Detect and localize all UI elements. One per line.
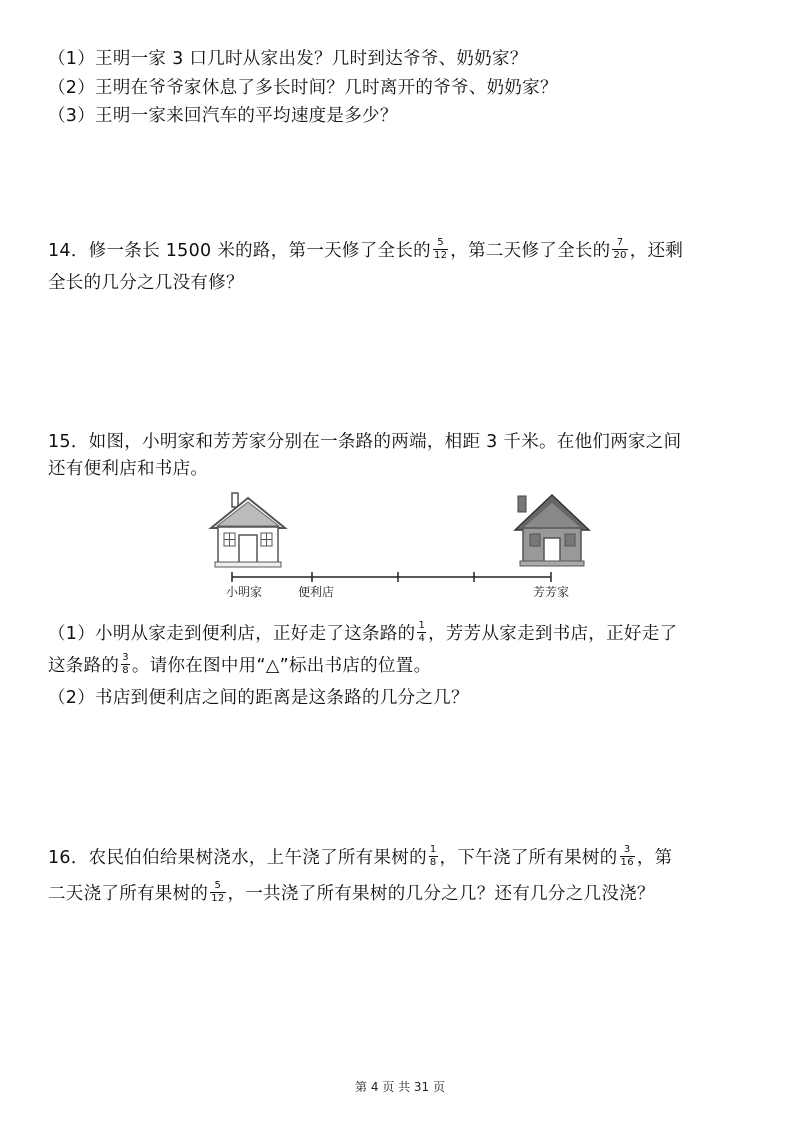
- fraction: [121, 653, 130, 676]
- fangfang-house-icon: [515, 495, 589, 566]
- q15-text: 。请你在图中用“△”标出书店的位置。: [131, 656, 432, 676]
- q16-text: 16．农民伯伯给果树浇水，上午浇了所有果树的: [48, 848, 427, 868]
- fraction-numerator: 7: [616, 236, 624, 248]
- road-diagram: [205, 490, 605, 605]
- q13-sub2: （2）王明在爷爷家休息了多长时间？几时离开的爷爷、奶奶家？: [48, 78, 558, 98]
- q16-line2: [48, 879, 655, 906]
- q16-text: ，下午浇了所有果树的: [439, 848, 618, 868]
- fraction-denominator: 16: [620, 856, 634, 868]
- q15-text: （1）小明从家走到便利店，正好走了这条路的: [48, 624, 416, 644]
- q15-text: ，芳芳从家走到书店，正好走了: [428, 624, 678, 644]
- q14-text: ，还剩: [629, 241, 684, 261]
- q13-sub1: （1）王明一家 3 口几时从家出发？几时到达爷爷、奶奶家？: [48, 49, 528, 69]
- q16-text: ，一共浇了所有果树的几分之几？还有几分之几没浇？: [227, 884, 655, 904]
- fraction-denominator: 20: [613, 249, 627, 261]
- q16-line1: [48, 843, 673, 870]
- q14-text: ，第二天修了全长的: [450, 241, 611, 261]
- fraction-denominator: 12: [211, 892, 225, 904]
- q15-sub1-line2: [48, 651, 432, 678]
- fraction-denominator: 12: [433, 249, 448, 261]
- fraction: [429, 845, 438, 868]
- fraction: [210, 881, 225, 904]
- q16-text: 二天浇了所有果树的: [48, 884, 209, 904]
- label-convenience-store: 便利店: [298, 585, 335, 599]
- fraction-numerator: 1: [418, 619, 426, 631]
- fraction-denominator: 4: [418, 632, 426, 644]
- fraction-denominator: 8: [429, 856, 437, 868]
- fraction-numerator: 5: [214, 879, 222, 891]
- q16-text: ，第: [636, 848, 673, 868]
- q14-line2: 全长的几分之几没有修？: [48, 273, 244, 293]
- fraction-numerator: 5: [437, 236, 444, 248]
- label-xiaoming-home: 小明家: [226, 585, 263, 599]
- fraction-denominator: 8: [122, 664, 129, 676]
- road-diagram-svg: [205, 490, 605, 605]
- fraction: [417, 621, 426, 644]
- q15-sub1-line1: [48, 619, 678, 646]
- fraction-numerator: 1: [429, 843, 437, 855]
- q14-text: 14．修一条长 1500 米的路，第一天修了全长的: [48, 241, 431, 261]
- page-number-footer: 第 4 页 共 31 页: [355, 1080, 445, 1094]
- fraction: [612, 238, 627, 261]
- xiaoming-house-icon: [211, 493, 285, 567]
- q15-sub2: （2）书店到便利店之间的距离是这条路的几分之几？: [48, 688, 469, 708]
- q15-line1: 15．如图，小明家和芳芳家分别在一条路的两端，相距 3 千米。在他们两家之间: [48, 432, 682, 452]
- q15-line2: 还有便利店和书店。: [48, 459, 209, 479]
- fraction-numerator: 3: [623, 843, 631, 855]
- fraction-numerator: 3: [122, 651, 129, 663]
- q15-text: 这条路的: [48, 656, 120, 676]
- label-fangfang-home: 芳芳家: [533, 585, 570, 599]
- q13-sub3: （3）王明一家来回汽车的平均速度是多少？: [48, 106, 398, 126]
- fraction: [433, 238, 448, 261]
- q14-line1: [48, 236, 684, 263]
- fraction: [620, 845, 635, 868]
